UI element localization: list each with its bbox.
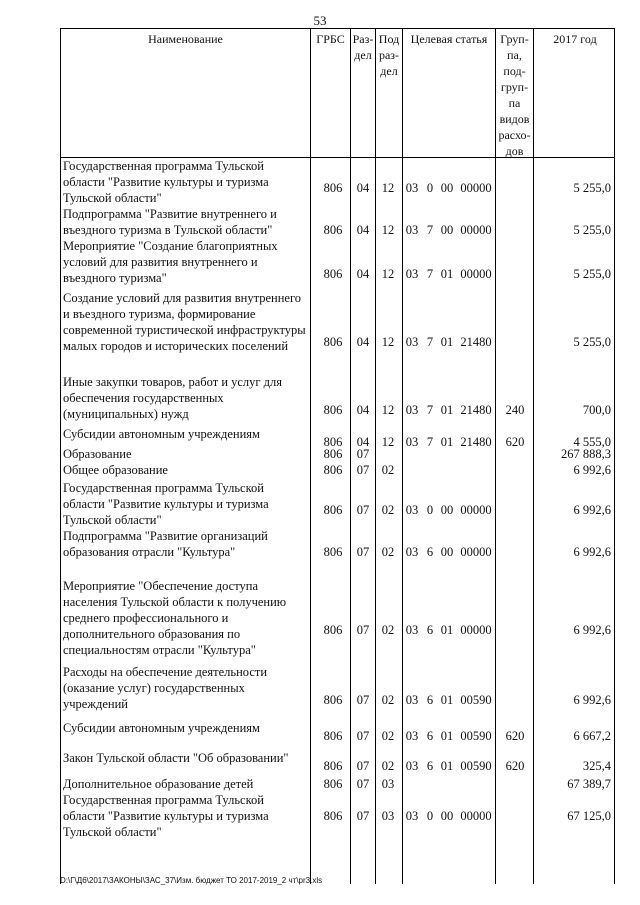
cell-cs3: 01	[440, 693, 454, 707]
header-target-article: Целевая статья	[403, 29, 496, 159]
cell-grbs: 806	[323, 623, 343, 637]
cell-cs1: 03	[405, 335, 419, 349]
cell-podrazdel: 02	[381, 729, 395, 743]
column-line	[402, 158, 403, 884]
cell-podrazdel: 12	[381, 335, 395, 349]
cell-cs2: 6	[426, 759, 434, 773]
cell-cs4: 21480	[460, 335, 492, 349]
cell-cs4: 00000	[460, 809, 492, 823]
cell-grbs: 806	[323, 447, 343, 461]
row-name: Общее образование	[63, 463, 168, 477]
cell-razdel: 07	[356, 729, 370, 743]
cell-cs4: 21480	[460, 435, 492, 449]
cell-podrazdel: 12	[381, 223, 395, 237]
cell-cs4: 00000	[460, 267, 492, 281]
row-name: Субсидии автономным учреждениям	[63, 721, 260, 735]
cell-cs4: 00590	[460, 759, 492, 773]
cell-grbs: 806	[323, 403, 343, 417]
cell-cs4: 00000	[460, 623, 492, 637]
cell-podrazdel: 03	[381, 809, 395, 823]
cell-cs1: 03	[405, 693, 419, 707]
cell-podrazdel: 02	[381, 693, 395, 707]
cell-podrazdel: 12	[381, 435, 395, 449]
cell-cs1: 03	[405, 623, 419, 637]
cell-podrazdel: 02	[381, 503, 395, 517]
cell-grbs: 806	[323, 223, 343, 237]
cell-vr: 620	[505, 729, 525, 743]
header-razdel: Раз- дел	[351, 29, 376, 159]
cell-cs2: 7	[426, 335, 434, 349]
cell-cs1: 03	[405, 545, 419, 559]
column-line	[310, 158, 311, 884]
cell-amount: 5 255,0	[573, 267, 611, 281]
cell-cs4: 00000	[460, 181, 492, 195]
cell-podrazdel: 02	[381, 545, 395, 559]
cell-grbs: 806	[323, 463, 343, 477]
cell-podrazdel: 02	[381, 463, 395, 477]
header-expense-type: Груп- па, под- груп- па видов расхо- дов	[496, 29, 534, 159]
column-line	[375, 158, 376, 884]
cell-cs3: 01	[440, 267, 454, 281]
row-name: Подпрограмма "Развитие внутреннего и въездного туризма в Тульской области"	[63, 207, 277, 237]
cell-cs3: 00	[440, 181, 454, 195]
cell-cs1: 03	[405, 759, 419, 773]
row-name: Мероприятие "Обеспечение доступа населения Тульской области к получению среднего профессионального и дополнительного образования по специальностям отрасли "Культура"	[63, 579, 287, 657]
cell-cs1: 03	[405, 403, 419, 417]
header-podrazdel: Под раз- дел	[376, 29, 403, 159]
cell-cs2: 6	[426, 545, 434, 559]
cell-razdel: 04	[356, 335, 370, 349]
cell-cs1: 03	[405, 729, 419, 743]
cell-amount: 5 255,0	[573, 223, 611, 237]
column-line	[60, 158, 61, 884]
cell-amount: 6 992,6	[573, 623, 611, 637]
cell-razdel: 07	[356, 809, 370, 823]
cell-cs1: 03	[405, 181, 419, 195]
cell-cs2: 7	[426, 435, 434, 449]
cell-cs4: 00000	[460, 503, 492, 517]
cell-grbs: 806	[323, 693, 343, 707]
row-name: Государственная программа Тульской области "Развитие культуры и туризма Тульской области"	[63, 159, 269, 205]
row-name: Иные закупки товаров, работ и услуг для обеспечения государственных (муниципальных) нужд	[63, 375, 283, 421]
cell-grbs: 806	[323, 729, 343, 743]
cell-razdel: 07	[356, 447, 370, 461]
cell-podrazdel: 02	[381, 623, 395, 637]
cell-cs3: 01	[440, 403, 454, 417]
cell-razdel: 07	[356, 545, 370, 559]
row-name: Субсидии автономным учреждениям	[63, 427, 260, 441]
cell-razdel: 04	[356, 223, 370, 237]
cell-cs2: 6	[426, 729, 434, 743]
cell-grbs: 806	[323, 335, 343, 349]
cell-cs1: 03	[405, 223, 419, 237]
row-name: Расходы на обеспечение деятельности (оказание услуг) государственных учреждений	[63, 665, 268, 711]
cell-cs1: 03	[405, 503, 419, 517]
cell-cs1: 03	[405, 435, 419, 449]
cell-cs2: 7	[426, 403, 434, 417]
row-name: Образование	[63, 447, 132, 461]
row-name: Мероприятие "Создание благоприятных условий для развития внутреннего и въездного туризма"	[63, 239, 278, 285]
cell-amount: 5 255,0	[573, 335, 611, 349]
cell-grbs: 806	[323, 435, 343, 449]
file-path-footer: D:\Г\Д6\2017\ЗАКОНЫ\ЗАС_37\Изм. бюджет ТО 2017-2019_2 чт\pr3.xls	[60, 876, 323, 885]
cell-razdel: 07	[356, 777, 370, 791]
cell-razdel: 04	[356, 435, 370, 449]
cell-razdel: 04	[356, 267, 370, 281]
cell-amount: 6 667,2	[573, 729, 611, 743]
cell-cs4: 00590	[460, 693, 492, 707]
cell-amount: 6 992,6	[573, 693, 611, 707]
cell-razdel: 04	[356, 181, 370, 195]
cell-vr: 620	[505, 759, 525, 773]
cell-amount: 67 389,7	[567, 777, 611, 791]
cell-cs3: 00	[440, 503, 454, 517]
cell-amount: 6 992,6	[573, 503, 611, 517]
column-line	[350, 158, 351, 884]
cell-cs3: 00	[440, 545, 454, 559]
cell-cs2: 6	[426, 623, 434, 637]
cell-cs3: 01	[440, 435, 454, 449]
cell-vr: 620	[505, 435, 525, 449]
cell-amount: 5 255,0	[573, 181, 611, 195]
cell-cs3: 00	[440, 809, 454, 823]
row-name: Дополнительное образование детей	[63, 777, 254, 791]
cell-cs3: 01	[440, 623, 454, 637]
cell-cs2: 6	[426, 693, 434, 707]
cell-cs2: 0	[426, 181, 434, 195]
cell-razdel: 04	[356, 403, 370, 417]
cell-grbs: 806	[323, 503, 343, 517]
header-2017: 2017 год	[553, 32, 597, 46]
column-line	[495, 158, 496, 884]
cell-amount: 325,4	[582, 759, 611, 773]
cell-podrazdel: 02	[381, 759, 395, 773]
budget-table	[60, 28, 615, 884]
cell-cs1: 03	[405, 809, 419, 823]
cell-cs3: 00	[440, 223, 454, 237]
cell-razdel: 07	[356, 463, 370, 477]
page-number: 53	[313, 13, 327, 28]
cell-cs4: 00000	[460, 545, 492, 559]
cell-cs2: 7	[426, 223, 434, 237]
cell-vr: 240	[505, 403, 525, 417]
cell-podrazdel: 12	[381, 181, 395, 195]
cell-cs1: 03	[405, 267, 419, 281]
cell-razdel: 07	[356, 693, 370, 707]
table-header	[60, 28, 615, 158]
cell-razdel: 07	[356, 503, 370, 517]
cell-amount: 67 125,0	[567, 809, 611, 823]
cell-amount: 267 888,3	[561, 447, 611, 461]
cell-grbs: 806	[323, 759, 343, 773]
cell-amount: 4 555,0	[573, 435, 611, 449]
row-name: Подпрограмма "Развитие организаций образования отрасли "Культура"	[63, 529, 268, 559]
cell-grbs: 806	[323, 809, 343, 823]
cell-cs4: 00590	[460, 729, 492, 743]
header-name: Наименование	[61, 29, 311, 159]
row-name: Создание условий для развития внутреннего и въездного туризма, формирование современной туристической инфраструктуры малых городов и исторических поселений	[63, 291, 306, 353]
cell-cs2: 7	[426, 267, 434, 281]
cell-amount: 700,0	[582, 403, 611, 417]
cell-podrazdel: 03	[381, 777, 395, 791]
row-name: Государственная программа Тульской области "Развитие культуры и туризма Тульской области"	[63, 481, 269, 527]
cell-razdel: 07	[356, 759, 370, 773]
cell-cs3: 01	[440, 729, 454, 743]
cell-cs2: 0	[426, 503, 434, 517]
header-grbs: ГРБС	[311, 29, 351, 159]
row-name: Закон Тульской области "Об образовании"	[63, 751, 289, 765]
cell-cs4: 21480	[460, 403, 492, 417]
cell-cs3: 01	[440, 759, 454, 773]
cell-razdel: 07	[356, 623, 370, 637]
cell-podrazdel: 12	[381, 267, 395, 281]
cell-grbs: 806	[323, 267, 343, 281]
column-line	[614, 158, 615, 884]
row-name: Государственная программа Тульской области "Развитие культуры и туризма Тульской области"	[63, 793, 269, 839]
cell-grbs: 806	[323, 777, 343, 791]
cell-amount: 6 992,6	[573, 463, 611, 477]
cell-cs3: 01	[440, 335, 454, 349]
cell-grbs: 806	[323, 181, 343, 195]
cell-podrazdel: 12	[381, 403, 395, 417]
cell-cs4: 00000	[460, 223, 492, 237]
cell-grbs: 806	[323, 545, 343, 559]
cell-cs2: 0	[426, 809, 434, 823]
cell-amount: 6 992,6	[573, 545, 611, 559]
